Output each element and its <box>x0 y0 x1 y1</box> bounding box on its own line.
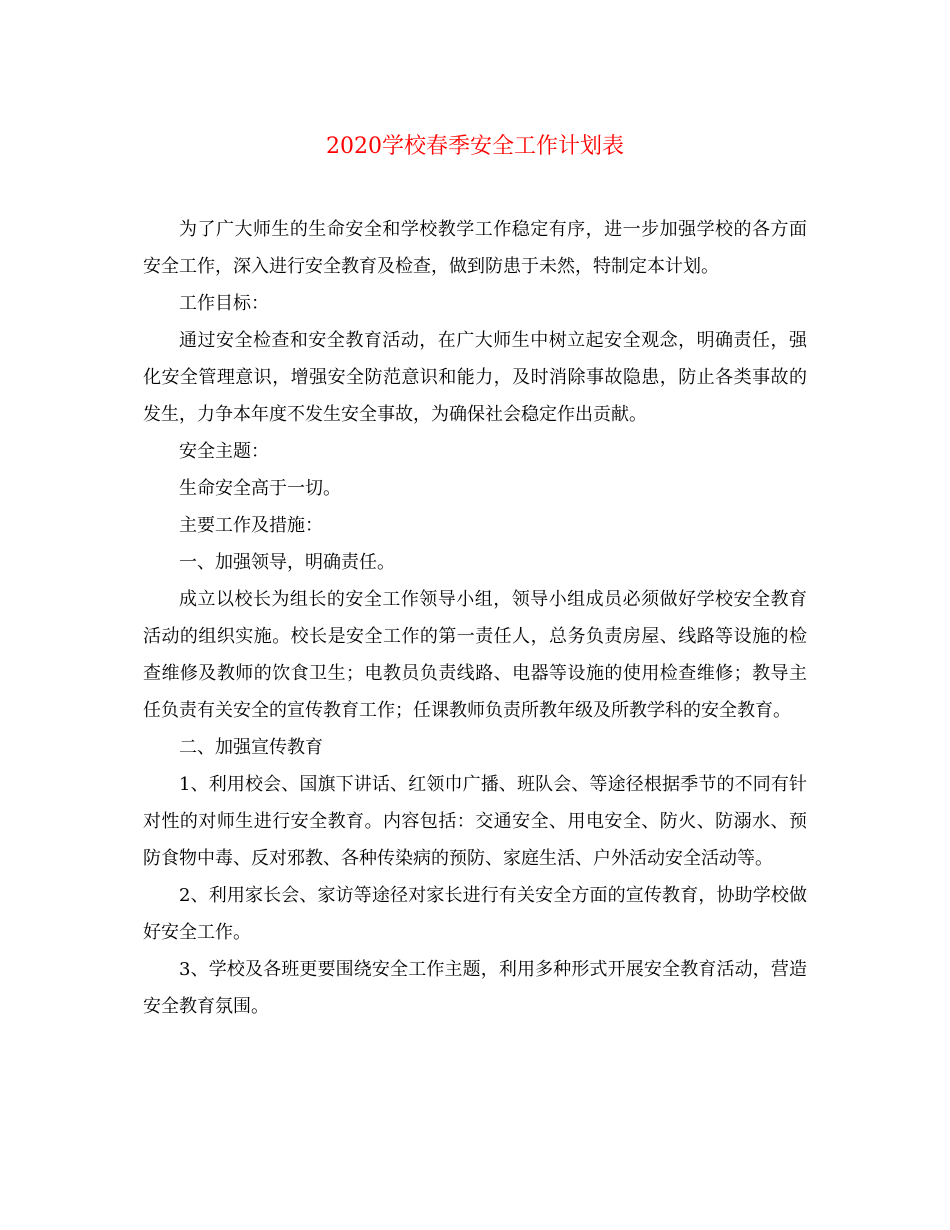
heading-section-one: 一、加强领导，明确责任。 <box>179 552 395 573</box>
paragraph-safety-theme: 生命安全高于一切。 <box>179 478 341 499</box>
paragraph-item-3: 3、学校及各班更要围绕安全工作主题，利用多种形式开展安全教育活动，营造安全教育氛围。 <box>143 959 807 1017</box>
heading-work-goal: 工作目标： <box>179 293 269 314</box>
heading-main-measures: 主要工作及措施： <box>179 515 323 536</box>
heading-section-two: 二、加强宣传教育 <box>179 737 323 758</box>
heading-safety-theme: 安全主题： <box>179 441 269 462</box>
paragraph-intro: 为了广大师生的生命安全和学校教学工作稳定有序，进一步加强学校的各方面安全工作，深入进行安全教育及检查，做到防患于未然，特制定本计划。 <box>143 219 807 277</box>
paragraph-item-1: 1、利用校会、国旗下讲话、红领巾广播、班队会、等途径根据季节的不同有针对性的对师生进行安全教育。内容包括：交通安全、用电安全、防火、防溺水、预防食物中毒、反对邪教、各种传染病的预防、家庭生活、户外活动安全活动等。 <box>143 774 807 869</box>
paragraph-section-one: 成立以校长为组长的安全工作领导小组，领导小组成员必须做好学校安全教育活动的组织实施。校长是安全工作的第一责任人，总务负责房屋、线路等设施的检查维修及教师的饮食卫生；电教员负责线路、电器等设施的使用检查维修；教导主任负责有关安全的宣传教育工作；任课教师负责所教年级及所教学科的安全教育。 <box>143 589 807 721</box>
paragraph-item-2: 2、利用家长会、家访等途径对家长进行有关安全方面的宣传教育，协助学校做好安全工作。 <box>143 885 807 943</box>
paragraph-work-goal: 通过安全检查和安全教育活动，在广大师生中树立起安全观念，明确责任，强化安全管理意识，增强安全防范意识和能力，及时消除事故隐患，防止各类事故的发生，力争本年度不发生安全事故，为确保社会稳定作出贡献。 <box>143 330 807 425</box>
document-body <box>143 211 807 1025</box>
document-title: 2020学校春季安全工作计划表 <box>326 134 624 159</box>
